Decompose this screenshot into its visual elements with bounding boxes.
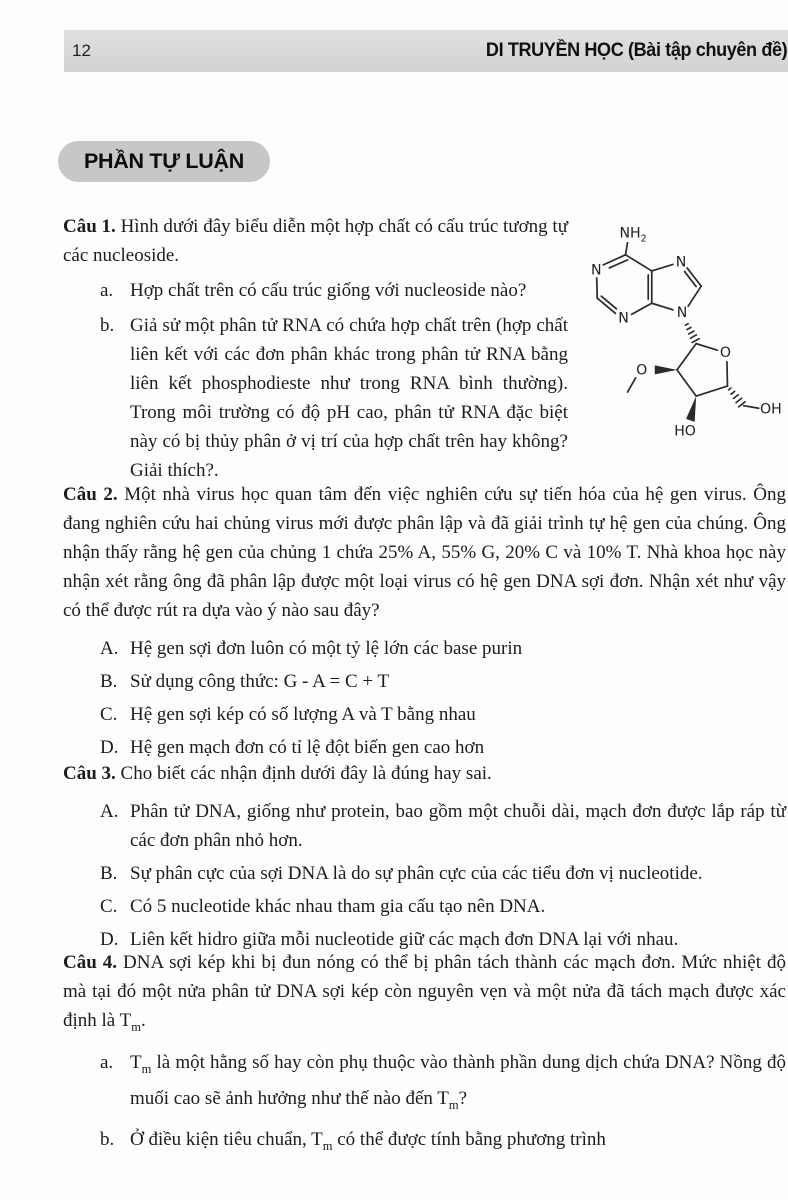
option-d-label: D. — [100, 737, 119, 758]
item-a-text-1: T — [130, 1051, 142, 1073]
header-title: DI TRUYỀN HỌC (Bài tập chuyên đề) — [485, 40, 788, 61]
option-d-text: Liên kết hidro giữa mỗi nucleotide giữ các mạch đơn DNA lại với nhau. — [130, 929, 679, 950]
item-b-text-2: có thể được tính bằng phương trình — [332, 1129, 606, 1151]
option-row — [63, 634, 786, 663]
item-b-label: b. — [100, 315, 115, 336]
tm-subscript: m — [322, 1139, 333, 1154]
option-b-text: Sử dụng công thức: G - A = C + T — [130, 671, 390, 692]
option-row — [63, 700, 786, 729]
question-1 — [63, 212, 568, 485]
option-row — [63, 733, 786, 762]
option-d-text: Hệ gen mạch đơn có tỉ lệ đột biến gen cao hơn — [130, 737, 485, 758]
glycosidic-hash-bond — [685, 324, 699, 343]
n1-label: N — [590, 262, 602, 279]
question-1-label: Câu 1. — [63, 216, 116, 237]
question-3-options — [63, 797, 786, 954]
question-4-intro — [63, 948, 786, 1042]
option-row — [63, 667, 786, 696]
methoxy-group-bonds — [628, 365, 677, 392]
n3-label: N — [618, 310, 629, 327]
tm-subscript: m — [141, 1061, 152, 1076]
amine-label: $NH_2$ — [619, 225, 647, 245]
item-a-label: a. — [100, 1051, 114, 1073]
item-a-label: a. — [100, 280, 114, 301]
question-4-intro-end: . — [141, 1010, 146, 1031]
option-a-label: A. — [100, 638, 119, 659]
hydroxyl3-label: HO — [674, 423, 696, 440]
question-4-item-b — [63, 1125, 786, 1161]
option-a-text: Phân tử DNA, giống như protein, bao gồm một chuỗi dài, mạch đơn được lắp ráp từ các đơn phân nhỏ hơn. — [130, 801, 786, 851]
methoxy-oxygen-label: O — [636, 362, 648, 379]
option-b-label: B. — [100, 671, 118, 692]
nucleoside-structure-diagram — [570, 201, 786, 459]
page-header — [64, 30, 788, 72]
option-c-label: C. — [100, 896, 118, 917]
question-2-intro-text: Một nhà virus học quan tâm đến việc nghiên cứu sự tiến hóa của hệ gen virus. Ông đang nghiên cứu hai chủng virus mới được phân lập và đã giải trình tự hệ gen của chúng. Ông nhận thấy rằng hệ gen của chủng 1 chứa 25% A, 55% G, 20% C và 10% T. Nhà khoa học này nhận xét rằng ông đã phân lập được một loại virus có hệ gen DNA sợi đơn. Nhận xét như vậy có thể được rút ra dựa vào ý nào sau đây? — [63, 484, 786, 621]
tm-subscript: m — [131, 1019, 141, 1034]
question-1-item-a — [63, 276, 568, 305]
question-1-item-b — [63, 311, 568, 485]
question-4-label: Câu 4. — [63, 952, 118, 973]
option-c-text: Có 5 nucleotide khác nhau tham gia cấu tạo nên DNA. — [130, 896, 546, 917]
option-d-label: D. — [100, 929, 119, 950]
n7-label: N — [675, 254, 687, 271]
item-a-text-3: ? — [458, 1087, 468, 1109]
option-row — [63, 859, 786, 888]
option-b-text: Sự phân cực của sợi DNA là do sự phân cực của các tiểu đơn vị nucleotide. — [130, 863, 703, 884]
option-c-label: C. — [100, 704, 118, 725]
section-heading: PHẦN TỰ LUẬN — [84, 149, 244, 173]
wedge-bond-3prime-oh — [686, 396, 696, 422]
ring-oxygen-label: O — [719, 345, 732, 362]
question-2-label: Câu 2. — [63, 484, 118, 505]
question-1-intro — [63, 212, 568, 270]
hydroxyl5-label: OH — [759, 401, 782, 418]
question-2-options — [63, 634, 786, 762]
section-heading-pill — [58, 141, 270, 182]
item-b-text: Giả sử một phân tử RNA có chứa hợp chất trên (hợp chất liên kết với các đơn phân khác trong phân tử RNA bằng liên kết phosphodieste như trong RNA bình thường). Trong môi trường có độ pH cao, phân tử RNA đặc biệt này có bị thủy phân ở vị trí của hợp chất trên hay không? Giải thích?. — [130, 315, 568, 481]
item-a-text-2: là một hằng số hay còn phụ thuộc vào thành phần dung dịch chứa DNA? Nồng độ muối cao sẽ ảnh hưởng như thế nào đến T — [130, 1051, 786, 1109]
item-a-text: Hợp chất trên có cấu trúc giống với nucleoside nào? — [130, 280, 527, 301]
item-b-label: b. — [100, 1129, 115, 1151]
question-4-intro-text: DNA sợi kép khi bị đun nóng có thể bị phân tách thành các mạch đơn. Mức nhiệt độ mà tại đó một nửa phân tử DNA sợi kép còn nguyên vẹn và một nửa đã tách mạch được xác định là T — [63, 952, 786, 1031]
n9-label: N — [676, 304, 688, 321]
option-c-text: Hệ gen sợi kép có số lượng A và T bằng nhau — [130, 704, 476, 725]
page-number: 12 — [72, 41, 91, 60]
c5prime-hash-bond — [729, 388, 759, 408]
question-2 — [63, 480, 786, 762]
question-4-item-a — [63, 1048, 786, 1120]
option-row — [63, 892, 786, 921]
question-2-intro — [63, 480, 786, 625]
option-a-label: A. — [100, 801, 119, 822]
option-row — [63, 797, 786, 855]
option-a-text: Hệ gen sợi đơn luôn có một tỷ lệ lớn các base purin — [130, 638, 523, 659]
question-3-intro-text: Cho biết các nhận định dưới đây là đúng hay sai. — [120, 763, 492, 784]
question-1-intro-text: Hình dưới đây biểu diễn một hợp chất có cấu trúc tương tự các nucleoside. — [63, 216, 568, 266]
wedge-bond-2prime — [655, 365, 677, 374]
question-3-intro — [63, 759, 786, 788]
option-b-label: B. — [100, 863, 118, 884]
tm-subscript: m — [448, 1097, 459, 1112]
item-b-text-1: Ở điều kiện tiêu chuẩn, T — [130, 1129, 323, 1151]
question-3-label: Câu 3. — [63, 763, 116, 784]
question-4 — [63, 948, 786, 1161]
question-3 — [63, 759, 786, 954]
